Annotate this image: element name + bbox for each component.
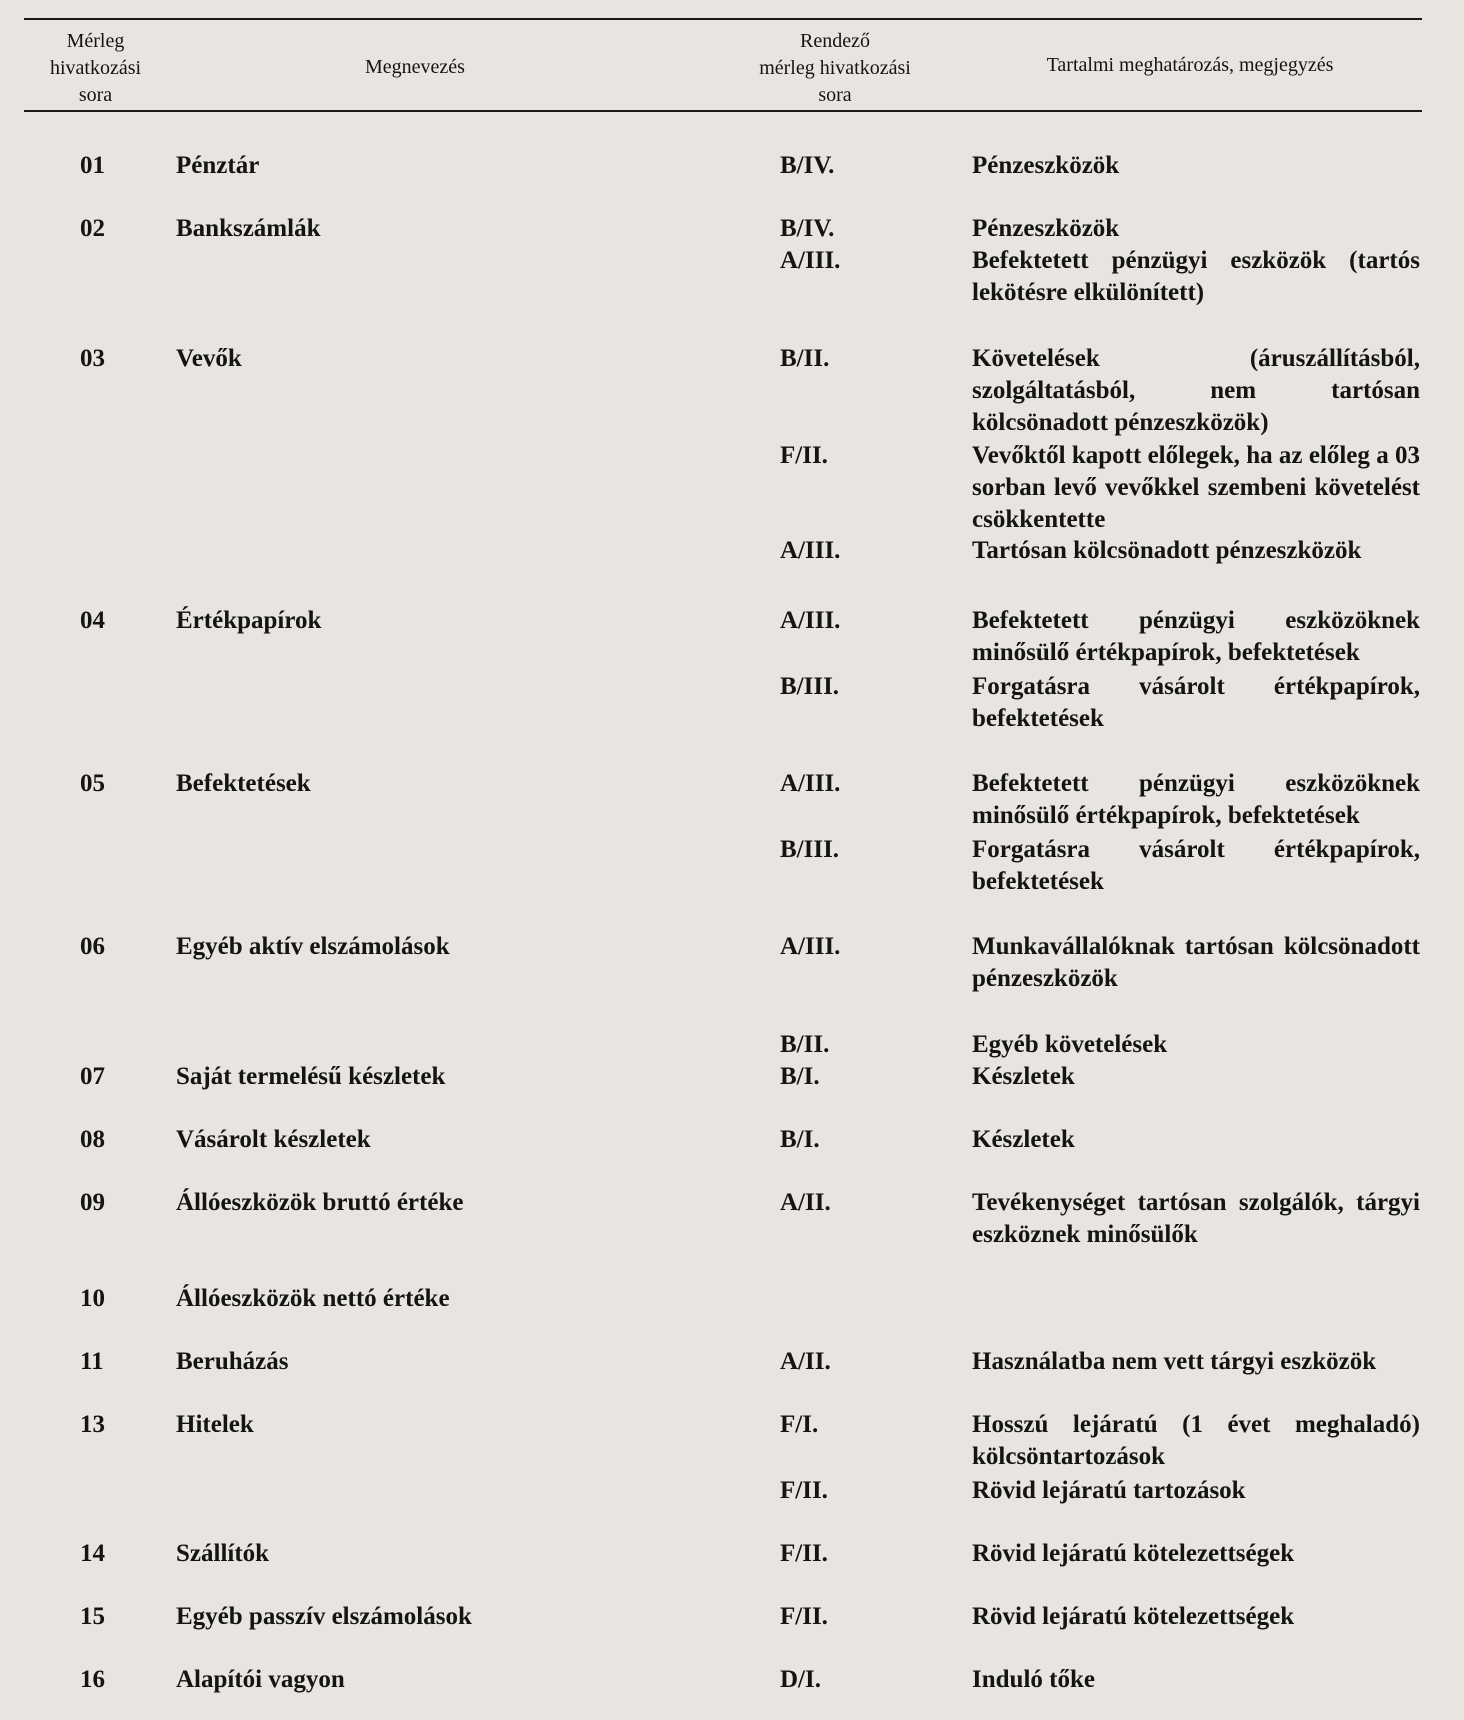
row-name: Szállítók bbox=[176, 1540, 270, 1567]
content-description: Készletek bbox=[972, 1063, 1075, 1090]
row-name: Egyéb passzív elszámolások bbox=[176, 1603, 472, 1630]
content-description: Követelések (áruszállításból, szolgáltatásból, nem tartósan kölcsönadott pénzeszközök) bbox=[972, 345, 1420, 436]
row-code: 16 bbox=[80, 1666, 105, 1693]
balance-ref: A/III. bbox=[780, 537, 841, 564]
header-col-ref-line: hivatkozási bbox=[49, 57, 142, 79]
content-description: Forgatásra vásárolt értékpapírok, befektetések bbox=[972, 673, 1420, 732]
balance-ref: B/I. bbox=[780, 1126, 820, 1153]
content-description: Hosszú lejáratú (1 évet meghaladó) kölcsöntartozások bbox=[972, 1411, 1420, 1470]
row-code: 03 bbox=[80, 345, 105, 372]
row-name: Bankszámlák bbox=[176, 215, 321, 242]
row-code: 01 bbox=[80, 152, 105, 179]
row-name: Egyéb aktív elszámolások bbox=[176, 933, 450, 960]
header-col-ref bbox=[28, 28, 163, 109]
balance-ref: F/II. bbox=[780, 1477, 828, 1504]
balance-ref: F/II. bbox=[780, 442, 828, 469]
content-description: Egyéb követelések bbox=[972, 1031, 1168, 1058]
row-code: 05 bbox=[80, 770, 105, 797]
content-description: Készletek bbox=[972, 1126, 1075, 1153]
row-name: Vevők bbox=[176, 345, 242, 372]
balance-ref: A/III. bbox=[780, 770, 841, 797]
content-description: Tartósan kölcsönadott pénzeszközök bbox=[972, 537, 1362, 564]
row-name: Alapítói vagyon bbox=[176, 1666, 345, 1693]
row-name: Állóeszközök bruttó értéke bbox=[176, 1189, 464, 1216]
row-code: 13 bbox=[80, 1411, 105, 1438]
row-code: 07 bbox=[80, 1063, 105, 1090]
header-col-ref-line: Mérleg bbox=[66, 30, 125, 52]
header-col-balance-ref bbox=[730, 28, 940, 109]
content-description: Tevékenységet tartósan szolgálók, tárgyi eszköznek minősülők bbox=[972, 1189, 1420, 1248]
header-col-name: Megnevezés bbox=[365, 56, 465, 78]
header-col-balance-ref-line: mérleg hivatkozási bbox=[759, 57, 911, 79]
content-description: Használatba nem vett tárgyi eszközök bbox=[972, 1348, 1377, 1375]
header-col-balance-ref-line: Rendező bbox=[800, 30, 870, 52]
row-code: 04 bbox=[80, 607, 105, 634]
row-name: Beruházás bbox=[176, 1348, 289, 1375]
balance-ref: A/III. bbox=[780, 247, 841, 274]
row-name: Hitelek bbox=[176, 1411, 254, 1438]
header-rule bbox=[24, 110, 1422, 112]
row-name: Vásárolt készletek bbox=[176, 1126, 371, 1153]
row-code: 15 bbox=[80, 1603, 105, 1630]
top-rule bbox=[24, 18, 1422, 20]
content-description: Forgatásra vásárolt értékpapírok, befektetések bbox=[972, 836, 1420, 895]
balance-ref: B/III. bbox=[780, 673, 840, 700]
row-code: 11 bbox=[80, 1348, 104, 1375]
content-description: Pénzeszközök bbox=[972, 215, 1120, 242]
content-description: Rövid lejáratú tartozások bbox=[972, 1477, 1246, 1504]
row-name: Befektetések bbox=[176, 770, 311, 797]
balance-ref: B/II. bbox=[780, 345, 830, 372]
balance-ref: A/III. bbox=[780, 933, 841, 960]
balance-ref: A/II. bbox=[780, 1189, 831, 1216]
row-code: 10 bbox=[80, 1285, 105, 1312]
balance-ref: D/I. bbox=[780, 1666, 821, 1693]
header-col-ref-line: sora bbox=[78, 84, 113, 106]
row-code: 14 bbox=[80, 1540, 105, 1567]
balance-ref: B/I. bbox=[780, 1063, 820, 1090]
content-description: Munkavállalóknak tartósan kölcsönadott pénzeszközök bbox=[972, 933, 1420, 992]
content-description: Befektetett pénzügyi eszközök (tartós lekötésre elkülönített) bbox=[972, 247, 1420, 306]
header-col-balance-ref-line: sora bbox=[818, 84, 852, 106]
row-name: Értékpapírok bbox=[176, 607, 322, 634]
header-col-content: Tartalmi meghatározás, megjegyzés bbox=[1046, 54, 1334, 76]
row-name: Pénztár bbox=[176, 152, 260, 179]
row-name: Saját termelésű készletek bbox=[176, 1063, 446, 1090]
balance-ref: A/III. bbox=[780, 607, 841, 634]
balance-ref: B/II. bbox=[780, 1031, 830, 1058]
balance-ref: F/II. bbox=[780, 1603, 828, 1630]
row-code: 09 bbox=[80, 1189, 105, 1216]
balance-ref: F/II. bbox=[780, 1540, 828, 1567]
row-code: 08 bbox=[80, 1126, 105, 1153]
balance-ref: B/IV. bbox=[780, 215, 835, 242]
content-description: Induló tőke bbox=[972, 1666, 1095, 1693]
content-description: Befektetett pénzügyi eszközöknek minősülő értékpapírok, befektetések bbox=[972, 607, 1420, 666]
balance-ref: F/I. bbox=[780, 1411, 819, 1438]
balance-ref: B/IV. bbox=[780, 152, 835, 179]
row-name: Állóeszközök nettó értéke bbox=[176, 1285, 450, 1312]
balance-ref: A/II. bbox=[780, 1348, 831, 1375]
balance-ref: B/III. bbox=[780, 836, 840, 863]
row-code: 02 bbox=[80, 215, 105, 242]
content-description: Rövid lejáratú kötelezettségek bbox=[972, 1603, 1295, 1630]
content-description: Befektetett pénzügyi eszközöknek minősülő értékpapírok, befektetések bbox=[972, 770, 1420, 829]
content-description: Rövid lejáratú kötelezettségek bbox=[972, 1540, 1295, 1567]
content-description: Vevőktől kapott előlegek, ha az előleg a 03 sorban levő vevőkkel szembeni követelést csökkentette bbox=[972, 442, 1420, 533]
content-description: Pénzeszközök bbox=[972, 152, 1120, 179]
row-code: 06 bbox=[80, 933, 105, 960]
